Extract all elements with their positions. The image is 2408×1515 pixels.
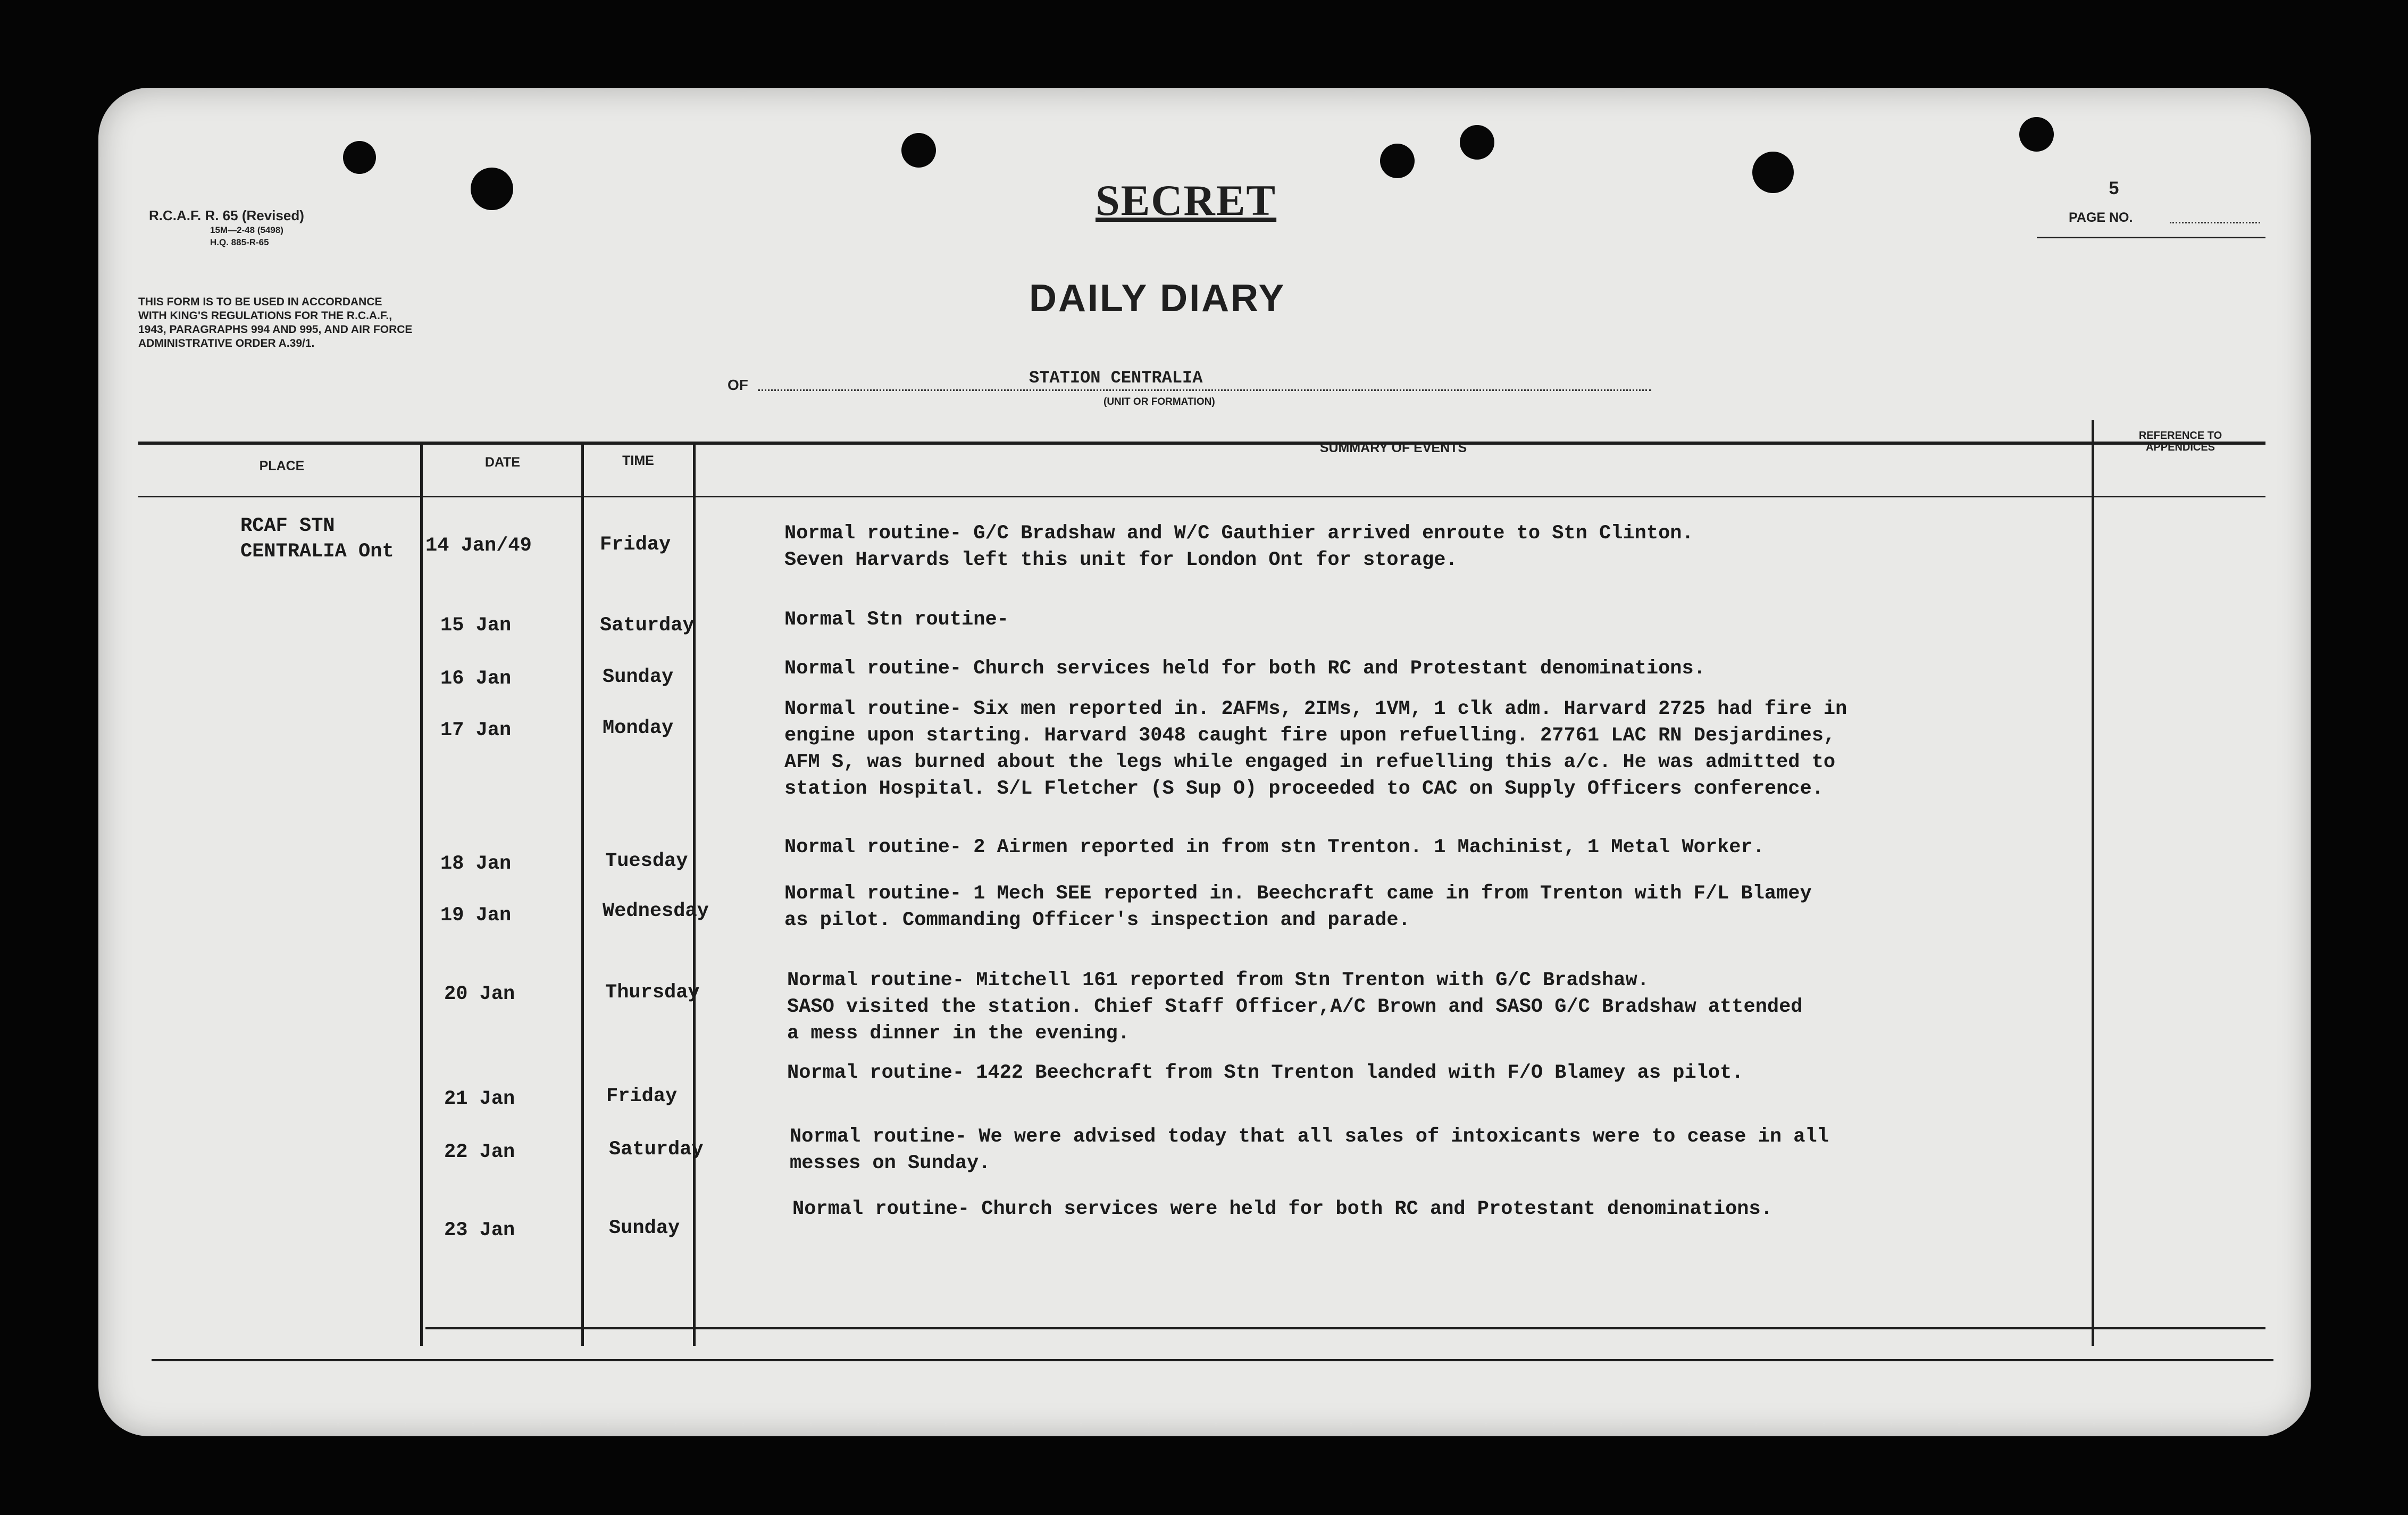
- form-usage-note: [138, 295, 412, 351]
- form-print-code: 15M—2-48 (5498): [210, 225, 283, 235]
- form-number: R.C.A.F. R. 65 (Revised): [149, 207, 304, 223]
- note-line: 1943, PARAGRAPHS 994 AND 995, AND AIR FORCE: [138, 323, 413, 336]
- summary-line: Normal routine- 1422 Beechcraft from Stn Trenton landed with F/O Blamey as pilot.: [787, 1062, 1744, 1084]
- summary-line: messes on Sunday.: [790, 1152, 991, 1175]
- entry-date: 19 Jan: [440, 904, 512, 927]
- entry-date: 18 Jan: [440, 853, 512, 875]
- summary-line: engine upon starting. Harvard 3048 caught fire upon refuelling. 27761 LAC RN Desjardines,: [784, 725, 1836, 747]
- punch-hole: [1460, 125, 1494, 160]
- punch-hole: [343, 141, 376, 174]
- page-number-line: [2170, 222, 2260, 223]
- table-header-rule: [138, 496, 2265, 497]
- entry-summary: [784, 880, 1812, 934]
- entry-summary: [790, 1123, 1829, 1177]
- entry-summary: [784, 606, 1009, 633]
- entry-summary: [787, 1060, 1744, 1086]
- entry-date: 23 Jan: [444, 1219, 515, 1242]
- unit-name: STATION CENTRALIA: [1029, 368, 1203, 388]
- entry-day: Friday: [606, 1085, 678, 1108]
- summary-line: Normal routine- 1 Mech SEE reported in. Beechcraft came in from Trenton with F/L Blamey: [784, 883, 1812, 905]
- column-header-summary: SUMMARY OF EVENTS: [1319, 440, 1467, 455]
- form-bottom-rule: [152, 1359, 2273, 1361]
- entry-day: Sunday: [609, 1217, 680, 1239]
- page-number-label: PAGE NO.: [2069, 210, 2133, 225]
- entry-day: Saturday: [609, 1138, 704, 1161]
- column-divider: [693, 442, 696, 1346]
- entry-day: Sunday: [603, 666, 674, 688]
- punch-hole: [901, 133, 936, 168]
- note-line: THIS FORM IS TO BE USED IN ACCORDANCE: [138, 296, 382, 308]
- entry-date: 20 Jan: [444, 983, 515, 1005]
- header-rule: [2037, 237, 2265, 238]
- form-hq-code: H.Q. 885-R-65: [210, 237, 269, 247]
- page-number: 5: [2109, 178, 2119, 198]
- summary-line: station Hospital. S/L Fletcher (S Sup O) proceeded to CAC on Supply Officers conference.: [784, 778, 1824, 800]
- entry-date: 21 Jan: [444, 1088, 515, 1110]
- table-bottom-rule: [425, 1327, 2265, 1329]
- note-line: WITH KING'S REGULATIONS FOR THE R.C.A.F.,: [138, 310, 392, 322]
- column-header-reference: REFERENCE TO APPENDICES: [2138, 430, 2222, 453]
- form-identifier: [149, 207, 304, 248]
- summary-line: Normal routine- Church services held for both RC and Protestant denominations.: [784, 657, 1705, 680]
- column-header-time: TIME: [622, 453, 654, 468]
- entry-day: Wednesday: [603, 900, 709, 922]
- punch-hole: [1380, 144, 1415, 178]
- entry-day: Monday: [603, 717, 674, 739]
- summary-line: Normal routine- Mitchell 161 reported from Stn Trenton with G/C Bradshaw.: [787, 969, 1649, 992]
- summary-line: Normal routine- We were advised today that all sales of intoxicants were to cease in all: [790, 1126, 1829, 1148]
- entry-day: Saturday: [600, 614, 695, 637]
- page-title: DAILY DIARY: [1029, 277, 1286, 320]
- punch-hole: [471, 168, 513, 210]
- entry-date: 16 Jan: [440, 668, 512, 690]
- column-divider: [2092, 420, 2094, 1346]
- summary-line: Normal routine- 2 Airmen reported in from stn Trenton. 1 Machinist, 1 Metal Worker.: [784, 836, 1765, 859]
- summary-line: Seven Harvards left this unit for London Ont for storage.: [784, 549, 1458, 571]
- entry-day: Tuesday: [605, 850, 688, 872]
- entry-date: 15 Jan: [440, 614, 512, 637]
- entry-summary: [784, 834, 1765, 861]
- column-header-place: PLACE: [259, 459, 305, 473]
- column-header-date: DATE: [484, 455, 521, 470]
- summary-line: Normal routine- Church services were held for both RC and Protestant denominations.: [792, 1198, 1772, 1220]
- entry-summary: [784, 655, 1705, 682]
- entry-date: 17 Jan: [440, 719, 512, 742]
- note-line: ADMINISTRATIVE ORDER A.39/1.: [138, 337, 315, 349]
- summary-line: SASO visited the station. Chief Staff Officer,A/C Brown and SASO G/C Bradshaw attended: [787, 996, 1803, 1018]
- summary-line: a mess dinner in the evening.: [787, 1022, 1130, 1045]
- summary-line: as pilot. Commanding Officer's inspection and parade.: [784, 909, 1410, 931]
- summary-line: AFM S, was burned about the legs while engaged in refuelling this a/c. He was admitted to: [784, 751, 1836, 773]
- place-cell: [240, 513, 394, 564]
- summary-line: Normal Stn routine-: [784, 609, 1009, 631]
- summary-line: Normal routine- G/C Bradshaw and W/C Gauthier arrived enroute to Stn Clinton.: [784, 522, 1694, 545]
- entry-day: Thursday: [605, 981, 700, 1004]
- unit-caption: (UNIT OR FORMATION): [1103, 396, 1215, 407]
- entry-summary: [784, 696, 1847, 802]
- entry-date: 14 Jan/49: [425, 535, 532, 557]
- place-line: CENTRALIA Ont: [240, 540, 394, 563]
- place-line: RCAF STN: [240, 515, 335, 537]
- punch-hole: [1752, 152, 1794, 193]
- entry-day: Friday: [600, 534, 671, 556]
- summary-line: Normal routine- Six men reported in. 2AFMs, 2IMs, 1VM, 1 clk adm. Harvard 2725 had fire in: [784, 698, 1847, 720]
- entry-date: 22 Jan: [444, 1141, 515, 1163]
- punch-hole: [2019, 117, 2054, 152]
- of-label: OF: [728, 377, 748, 393]
- column-divider: [581, 442, 584, 1346]
- entry-summary: [787, 967, 1803, 1047]
- classification-stamp: SECRET: [1096, 176, 1277, 224]
- entry-summary: [792, 1196, 1772, 1222]
- entry-summary: [784, 520, 1694, 573]
- column-divider: [420, 442, 423, 1346]
- of-underline: [758, 389, 1651, 391]
